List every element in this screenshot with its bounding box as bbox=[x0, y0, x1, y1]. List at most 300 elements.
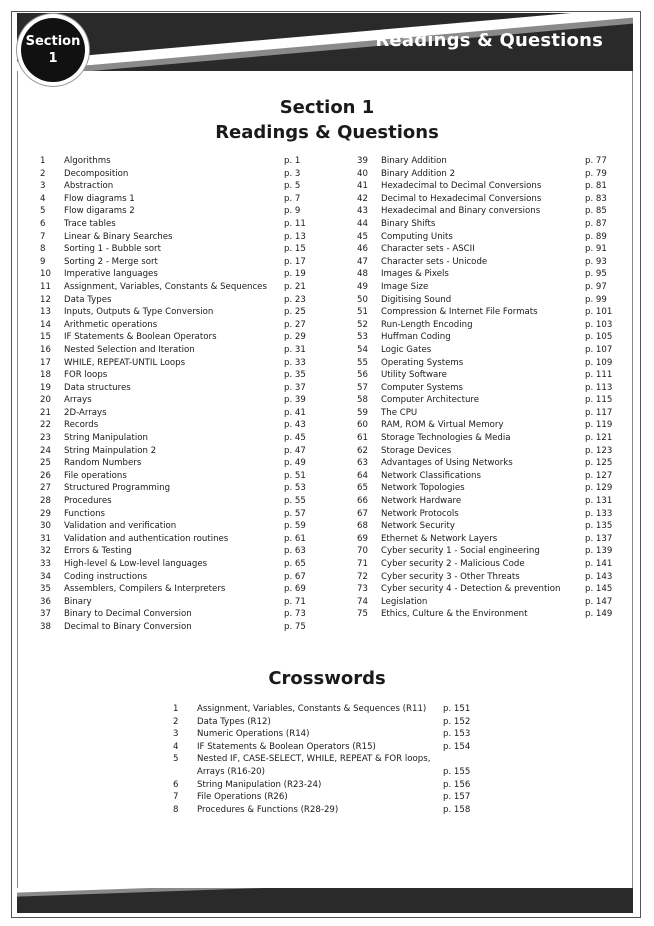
entry-title: Binary to Decimal Conversion bbox=[64, 609, 192, 620]
entry-title: Hexadecimal and Binary conversions bbox=[381, 206, 541, 217]
entry-title: Digitising Sound bbox=[381, 294, 452, 305]
entry-title: Cyber security 2 - Malicious Code bbox=[381, 559, 525, 569]
entry-page: p. 127 bbox=[585, 470, 613, 481]
section-title bbox=[0, 95, 654, 145]
entry-number: 1 bbox=[40, 156, 46, 166]
entry-page: p. 95 bbox=[585, 269, 607, 280]
entry-title: Computer Architecture bbox=[381, 395, 480, 406]
entry-title: IF Statements & Boolean Operators bbox=[64, 332, 217, 343]
toc-row bbox=[40, 558, 324, 571]
toc-row bbox=[40, 193, 324, 206]
entry-title: Operating Systems bbox=[381, 357, 464, 368]
entry-number: 43 bbox=[357, 206, 368, 217]
entry-page: p. 125 bbox=[585, 458, 613, 469]
entry-title: Character sets - Unicode bbox=[381, 256, 488, 267]
toc-row bbox=[40, 369, 324, 382]
entry-page: p. 151 bbox=[443, 704, 471, 714]
entry-page: p. 131 bbox=[585, 496, 613, 507]
toc-row bbox=[40, 482, 324, 495]
entry-number: 57 bbox=[357, 382, 368, 393]
entry-title: Decimal to Binary Conversion bbox=[64, 621, 192, 632]
entry-page: p. 141 bbox=[585, 559, 613, 569]
entry-title: Run-Length Encoding bbox=[381, 319, 473, 330]
entry-number: 64 bbox=[357, 470, 368, 481]
entry-number: 27 bbox=[40, 483, 51, 494]
entry-number: 17 bbox=[40, 357, 51, 368]
entry-title: Assignment, Variables, Constants & Sequences (R11) bbox=[197, 704, 427, 714]
entry-number: 7 bbox=[173, 792, 179, 803]
toc-row bbox=[357, 281, 625, 294]
entry-number: 23 bbox=[40, 433, 51, 444]
entry-number: 26 bbox=[40, 470, 51, 481]
entry-page: p. 105 bbox=[585, 332, 613, 343]
entry-number: 65 bbox=[357, 483, 368, 494]
entry-number: 32 bbox=[40, 546, 51, 557]
toc-row bbox=[40, 621, 324, 634]
entry-number: 60 bbox=[357, 420, 368, 431]
entry-page: p. 21 bbox=[284, 281, 306, 292]
entry-number: 8 bbox=[40, 244, 46, 255]
entry-title: Image Size bbox=[381, 281, 429, 292]
entry-title: Sorting 2 - Merge sort bbox=[64, 256, 158, 267]
entry-page: p. 79 bbox=[585, 168, 607, 179]
section-title-line1: Section 1 bbox=[279, 97, 375, 118]
entry-page: p. 103 bbox=[585, 319, 613, 330]
entry-page: p. 17 bbox=[284, 256, 306, 267]
toc-row bbox=[357, 520, 625, 533]
entry-number: 54 bbox=[357, 344, 368, 355]
entry-page: p. 156 bbox=[443, 779, 471, 790]
entry-number: 28 bbox=[40, 496, 51, 507]
entry-title: Storage Devices bbox=[381, 445, 452, 456]
entry-number: 20 bbox=[40, 395, 51, 406]
entry-page: p. 25 bbox=[284, 307, 306, 318]
toc-row bbox=[357, 268, 625, 281]
entry-title: Character sets - ASCII bbox=[381, 244, 475, 255]
crosswords-list bbox=[173, 703, 483, 816]
entry-page: p. 89 bbox=[585, 231, 607, 242]
toc-row bbox=[357, 331, 625, 344]
toc-row bbox=[357, 231, 625, 244]
toc-row bbox=[40, 608, 324, 621]
entry-number: 5 bbox=[40, 206, 46, 217]
entry-number: 70 bbox=[357, 546, 368, 557]
toc-row bbox=[173, 804, 483, 817]
toc-row bbox=[173, 791, 483, 804]
entry-number: 2 bbox=[173, 716, 179, 727]
entry-page: p. 143 bbox=[585, 571, 613, 582]
entry-title: Nested IF, CASE-SELECT, WHILE, REPEAT & FOR loops, Arrays (R16-20) bbox=[197, 754, 431, 777]
entry-number: 4 bbox=[40, 193, 46, 204]
entry-number: 63 bbox=[357, 458, 368, 469]
entry-page: p. 67 bbox=[284, 571, 306, 582]
toc-row bbox=[357, 319, 625, 332]
toc-row bbox=[40, 281, 324, 294]
entry-page: p. 155 bbox=[443, 766, 471, 777]
toc-row bbox=[40, 357, 324, 370]
entry-title: Records bbox=[64, 420, 99, 431]
toc-row bbox=[173, 779, 483, 792]
entry-page: p. 101 bbox=[585, 307, 613, 318]
entry-number: 75 bbox=[357, 609, 368, 620]
entry-title: Computer Systems bbox=[381, 382, 463, 393]
entry-title: High-level & Low-level languages bbox=[64, 559, 208, 569]
toc-row bbox=[40, 180, 324, 193]
entry-title: Network Classifications bbox=[381, 470, 481, 481]
entry-title: Images & Pixels bbox=[381, 269, 449, 280]
entry-number: 31 bbox=[40, 533, 51, 544]
entry-number: 48 bbox=[357, 269, 368, 280]
toc-row bbox=[40, 596, 324, 609]
toc-row bbox=[40, 218, 324, 231]
entry-number: 13 bbox=[40, 307, 51, 318]
toc-row bbox=[357, 168, 625, 181]
entry-title: Flow diagrams 1 bbox=[64, 193, 135, 204]
entry-title: Binary Addition 2 bbox=[381, 168, 456, 179]
entry-title: Cyber security 1 - Social engineering bbox=[381, 546, 540, 557]
entry-number: 12 bbox=[40, 294, 51, 305]
toc-row bbox=[40, 294, 324, 307]
toc-row bbox=[40, 168, 324, 181]
entry-number: 72 bbox=[357, 571, 368, 582]
entry-title: Random Numbers bbox=[64, 458, 142, 469]
entry-title: Hexadecimal to Decimal Conversions bbox=[381, 181, 542, 192]
entry-number: 19 bbox=[40, 382, 51, 393]
toc-row bbox=[173, 703, 483, 716]
entry-page: p. 37 bbox=[284, 382, 306, 393]
entry-page: p. 31 bbox=[284, 344, 306, 355]
entry-page: p. 123 bbox=[585, 445, 613, 456]
entry-title: Utility Software bbox=[381, 370, 447, 381]
entry-title: The CPU bbox=[381, 407, 418, 418]
toc-row bbox=[357, 419, 625, 432]
entry-page: p. 119 bbox=[585, 420, 613, 431]
entry-title: Network Hardware bbox=[381, 496, 462, 507]
entry-page: p. 77 bbox=[585, 156, 607, 166]
entry-title: Ethics, Culture & the Environment bbox=[381, 609, 528, 620]
entry-title: Numeric Operations (R14) bbox=[197, 729, 310, 740]
entry-title: Decimal to Hexadecimal Conversions bbox=[381, 193, 542, 204]
entry-page: p. 154 bbox=[443, 741, 471, 752]
entry-page: p. 91 bbox=[585, 244, 607, 255]
entry-page: p. 51 bbox=[284, 470, 306, 481]
toc-right-column bbox=[357, 155, 625, 621]
entry-page: p. 73 bbox=[284, 609, 306, 620]
entry-page: p. 147 bbox=[585, 596, 613, 607]
entry-page: p. 33 bbox=[284, 357, 306, 368]
toc-row bbox=[40, 344, 324, 357]
entry-page: p. 121 bbox=[585, 433, 613, 444]
toc-row bbox=[357, 596, 625, 609]
entry-title: String Mainpulation 2 bbox=[64, 445, 157, 456]
toc-row bbox=[357, 533, 625, 546]
entry-page: p. 158 bbox=[443, 804, 471, 815]
entry-number: 74 bbox=[357, 596, 368, 607]
entry-title: Procedures bbox=[64, 496, 112, 507]
section-title-line2: Readings & Questions bbox=[215, 122, 439, 143]
entry-number: 18 bbox=[40, 370, 51, 381]
entry-number: 37 bbox=[40, 609, 51, 620]
toc-row bbox=[40, 495, 324, 508]
toc-row bbox=[40, 520, 324, 533]
entry-page: p. 149 bbox=[585, 609, 613, 620]
entry-number: 9 bbox=[40, 256, 46, 267]
entry-page: p. 113 bbox=[585, 382, 613, 393]
entry-title: Advantages of Using Networks bbox=[381, 458, 513, 469]
entry-title: Compression & Internet File Formats bbox=[381, 307, 538, 318]
entry-number: 62 bbox=[357, 445, 368, 456]
toc-row bbox=[40, 394, 324, 407]
crosswords-title: Crosswords bbox=[268, 668, 386, 689]
entry-number: 49 bbox=[357, 281, 368, 292]
entry-number: 33 bbox=[40, 559, 51, 569]
toc-row bbox=[357, 218, 625, 231]
entry-title: Decomposition bbox=[64, 168, 129, 179]
entry-title: RAM, ROM & Virtual Memory bbox=[381, 420, 504, 431]
toc-row bbox=[357, 205, 625, 218]
entry-page: p. 129 bbox=[585, 483, 613, 494]
toc-row bbox=[357, 357, 625, 370]
entry-number: 14 bbox=[40, 319, 51, 330]
entry-title: Logic Gates bbox=[381, 344, 432, 355]
entry-title: String Manipulation bbox=[64, 433, 148, 444]
toc-row bbox=[40, 545, 324, 558]
toc-row bbox=[40, 243, 324, 256]
toc-row bbox=[40, 470, 324, 483]
section-badge-label bbox=[21, 18, 85, 82]
footer-stripe-shadow bbox=[17, 888, 633, 898]
entry-page: p. 57 bbox=[284, 508, 306, 519]
entry-number: 10 bbox=[40, 269, 51, 280]
entry-page: p. 115 bbox=[585, 395, 613, 406]
toc-row bbox=[40, 231, 324, 244]
entry-page: p. 1 bbox=[284, 156, 301, 166]
toc-row bbox=[40, 256, 324, 269]
entry-number: 41 bbox=[357, 181, 368, 192]
footer-band bbox=[17, 888, 633, 913]
entry-page: p. 117 bbox=[585, 407, 613, 418]
toc-row bbox=[40, 319, 324, 332]
entry-title: Ethernet & Network Layers bbox=[381, 533, 498, 544]
entry-page: p. 137 bbox=[585, 533, 613, 544]
entry-number: 30 bbox=[40, 521, 51, 532]
entry-page: p. 11 bbox=[284, 218, 306, 229]
entry-title: Validation and verification bbox=[64, 521, 177, 532]
entry-title: Arithmetic operations bbox=[64, 319, 158, 330]
toc-row bbox=[40, 432, 324, 445]
entry-number: 56 bbox=[357, 370, 368, 381]
entry-number: 34 bbox=[40, 571, 51, 582]
entry-number: 47 bbox=[357, 256, 368, 267]
entry-number: 6 bbox=[173, 779, 179, 790]
entry-title: File Operations (R26) bbox=[197, 792, 288, 803]
entry-title: IF Statements & Boolean Operators (R15) bbox=[197, 741, 376, 752]
entry-page: p. 111 bbox=[585, 370, 613, 381]
entry-number: 66 bbox=[357, 496, 368, 507]
entry-page: p. 81 bbox=[585, 181, 607, 192]
entry-page: p. 3 bbox=[284, 168, 301, 179]
entry-title: Procedures & Functions (R28-29) bbox=[197, 804, 339, 815]
entry-number: 51 bbox=[357, 307, 368, 318]
toc-row bbox=[357, 369, 625, 382]
toc-row bbox=[40, 382, 324, 395]
entry-title: Errors & Testing bbox=[64, 546, 132, 557]
toc-row bbox=[40, 155, 324, 168]
entry-title: Data structures bbox=[64, 382, 131, 393]
entry-title: Linear & Binary Searches bbox=[64, 231, 173, 242]
entry-number: 39 bbox=[357, 156, 368, 166]
entry-title: 2D-Arrays bbox=[64, 407, 107, 418]
entry-page: p. 87 bbox=[585, 218, 607, 229]
entry-title: Imperative languages bbox=[64, 269, 158, 280]
entry-page: p. 135 bbox=[585, 521, 613, 532]
toc-row bbox=[357, 457, 625, 470]
entry-title: Sorting 1 - Bubble sort bbox=[64, 244, 161, 255]
entry-number: 61 bbox=[357, 433, 368, 444]
entry-number: 11 bbox=[40, 281, 51, 292]
entry-number: 7 bbox=[40, 231, 46, 242]
entry-title: Computing Units bbox=[381, 231, 453, 242]
toc-row bbox=[357, 445, 625, 458]
entry-number: 45 bbox=[357, 231, 368, 242]
entry-title: Binary Addition bbox=[381, 156, 447, 166]
entry-page: p. 153 bbox=[443, 729, 471, 740]
toc-row bbox=[40, 419, 324, 432]
toc-row bbox=[357, 306, 625, 319]
entry-page: p. 85 bbox=[585, 206, 607, 217]
entry-number: 8 bbox=[173, 804, 179, 815]
entry-number: 46 bbox=[357, 244, 368, 255]
entry-number: 44 bbox=[357, 218, 368, 229]
entry-page: p. 23 bbox=[284, 294, 306, 305]
entry-title: Assignment, Variables, Constants & Sequences bbox=[64, 281, 267, 292]
entry-number: 50 bbox=[357, 294, 368, 305]
entry-page: p. 41 bbox=[284, 407, 306, 418]
entry-title: Huffman Coding bbox=[381, 332, 451, 343]
entry-page: p. 97 bbox=[585, 281, 607, 292]
toc-row bbox=[40, 445, 324, 458]
entry-page: p. 71 bbox=[284, 596, 306, 607]
entry-page: p. 69 bbox=[284, 584, 306, 595]
entry-title: Coding instructions bbox=[64, 571, 148, 582]
entry-number: 36 bbox=[40, 596, 51, 607]
toc-row bbox=[357, 470, 625, 483]
toc-row bbox=[40, 205, 324, 218]
toc-row bbox=[357, 294, 625, 307]
entry-page: p. 49 bbox=[284, 458, 306, 469]
entry-page: p. 75 bbox=[284, 621, 306, 632]
toc-row bbox=[40, 331, 324, 344]
toc-row bbox=[357, 571, 625, 584]
entry-page: p. 139 bbox=[585, 546, 613, 557]
entry-page: p. 93 bbox=[585, 256, 607, 267]
entry-page: p. 157 bbox=[443, 792, 471, 803]
entry-page: p. 47 bbox=[284, 445, 306, 456]
entry-page: p. 19 bbox=[284, 269, 306, 280]
toc-row bbox=[357, 608, 625, 621]
entry-page: p. 43 bbox=[284, 420, 306, 431]
entry-page: p. 99 bbox=[585, 294, 607, 305]
entry-number: 38 bbox=[40, 621, 51, 632]
entry-page: p. 45 bbox=[284, 433, 306, 444]
toc-row bbox=[40, 268, 324, 281]
entry-page: p. 5 bbox=[284, 181, 301, 192]
entry-title: WHILE, REPEAT-UNTIL Loops bbox=[64, 357, 186, 368]
entry-number: 3 bbox=[40, 181, 46, 192]
toc-row bbox=[357, 243, 625, 256]
toc-left-column bbox=[40, 155, 324, 634]
entry-page: p. 63 bbox=[284, 546, 306, 557]
entry-number: 22 bbox=[40, 420, 51, 431]
entry-number: 25 bbox=[40, 458, 51, 469]
entry-page: p. 29 bbox=[284, 332, 306, 343]
entry-title: Validation and authentication routines bbox=[64, 533, 229, 544]
toc-row bbox=[357, 508, 625, 521]
entry-number: 5 bbox=[173, 754, 179, 765]
entry-title: Data Types bbox=[64, 294, 112, 305]
header-title: Readings & Questions bbox=[375, 30, 603, 51]
toc-row bbox=[357, 495, 625, 508]
toc-row bbox=[357, 344, 625, 357]
entry-title: Nested Selection and Iteration bbox=[64, 344, 195, 355]
toc-row bbox=[40, 306, 324, 319]
entry-number: 67 bbox=[357, 508, 368, 519]
entry-number: 2 bbox=[40, 168, 46, 179]
entry-page: p. 53 bbox=[284, 483, 306, 494]
entry-page: p. 39 bbox=[284, 395, 306, 406]
entry-title: Binary bbox=[64, 596, 92, 607]
toc-row bbox=[357, 193, 625, 206]
entry-number: 69 bbox=[357, 533, 368, 544]
toc-row bbox=[357, 155, 625, 168]
toc-row bbox=[357, 180, 625, 193]
entry-title: Cyber security 3 - Other Threats bbox=[381, 571, 520, 582]
entry-page: p. 9 bbox=[284, 206, 301, 217]
entry-number: 29 bbox=[40, 508, 51, 519]
entry-number: 71 bbox=[357, 559, 368, 569]
toc-row bbox=[40, 533, 324, 546]
entry-page: p. 27 bbox=[284, 319, 306, 330]
entry-title: Inputs, Outputs & Type Conversion bbox=[64, 307, 214, 318]
badge-line1: Section bbox=[25, 34, 81, 49]
toc-row bbox=[40, 508, 324, 521]
entry-title: Algorithms bbox=[64, 156, 111, 166]
toc-row bbox=[357, 394, 625, 407]
entry-title: Binary Shifts bbox=[381, 218, 436, 229]
toc-row bbox=[173, 728, 483, 741]
toc-row bbox=[40, 583, 324, 596]
toc-row bbox=[357, 558, 625, 571]
entry-page: p. 152 bbox=[443, 716, 471, 727]
entry-page: p. 35 bbox=[284, 370, 306, 381]
entry-title: Abstraction bbox=[64, 181, 114, 192]
entry-page: p. 59 bbox=[284, 521, 306, 532]
entry-number: 6 bbox=[40, 218, 46, 229]
toc-row bbox=[357, 432, 625, 445]
entry-page: p. 83 bbox=[585, 193, 607, 204]
entry-title: Cyber security 4 - Detection & prevention bbox=[381, 584, 561, 595]
entry-title: Legislation bbox=[381, 596, 428, 607]
entry-number: 58 bbox=[357, 395, 368, 406]
entry-number: 73 bbox=[357, 584, 368, 595]
entry-number: 53 bbox=[357, 332, 368, 343]
toc-row bbox=[357, 256, 625, 269]
toc-row bbox=[40, 571, 324, 584]
toc-row bbox=[40, 457, 324, 470]
entry-title: String Manipulation (R23-24) bbox=[197, 779, 322, 790]
entry-page: p. 133 bbox=[585, 508, 613, 519]
entry-title: Trace tables bbox=[64, 218, 116, 229]
